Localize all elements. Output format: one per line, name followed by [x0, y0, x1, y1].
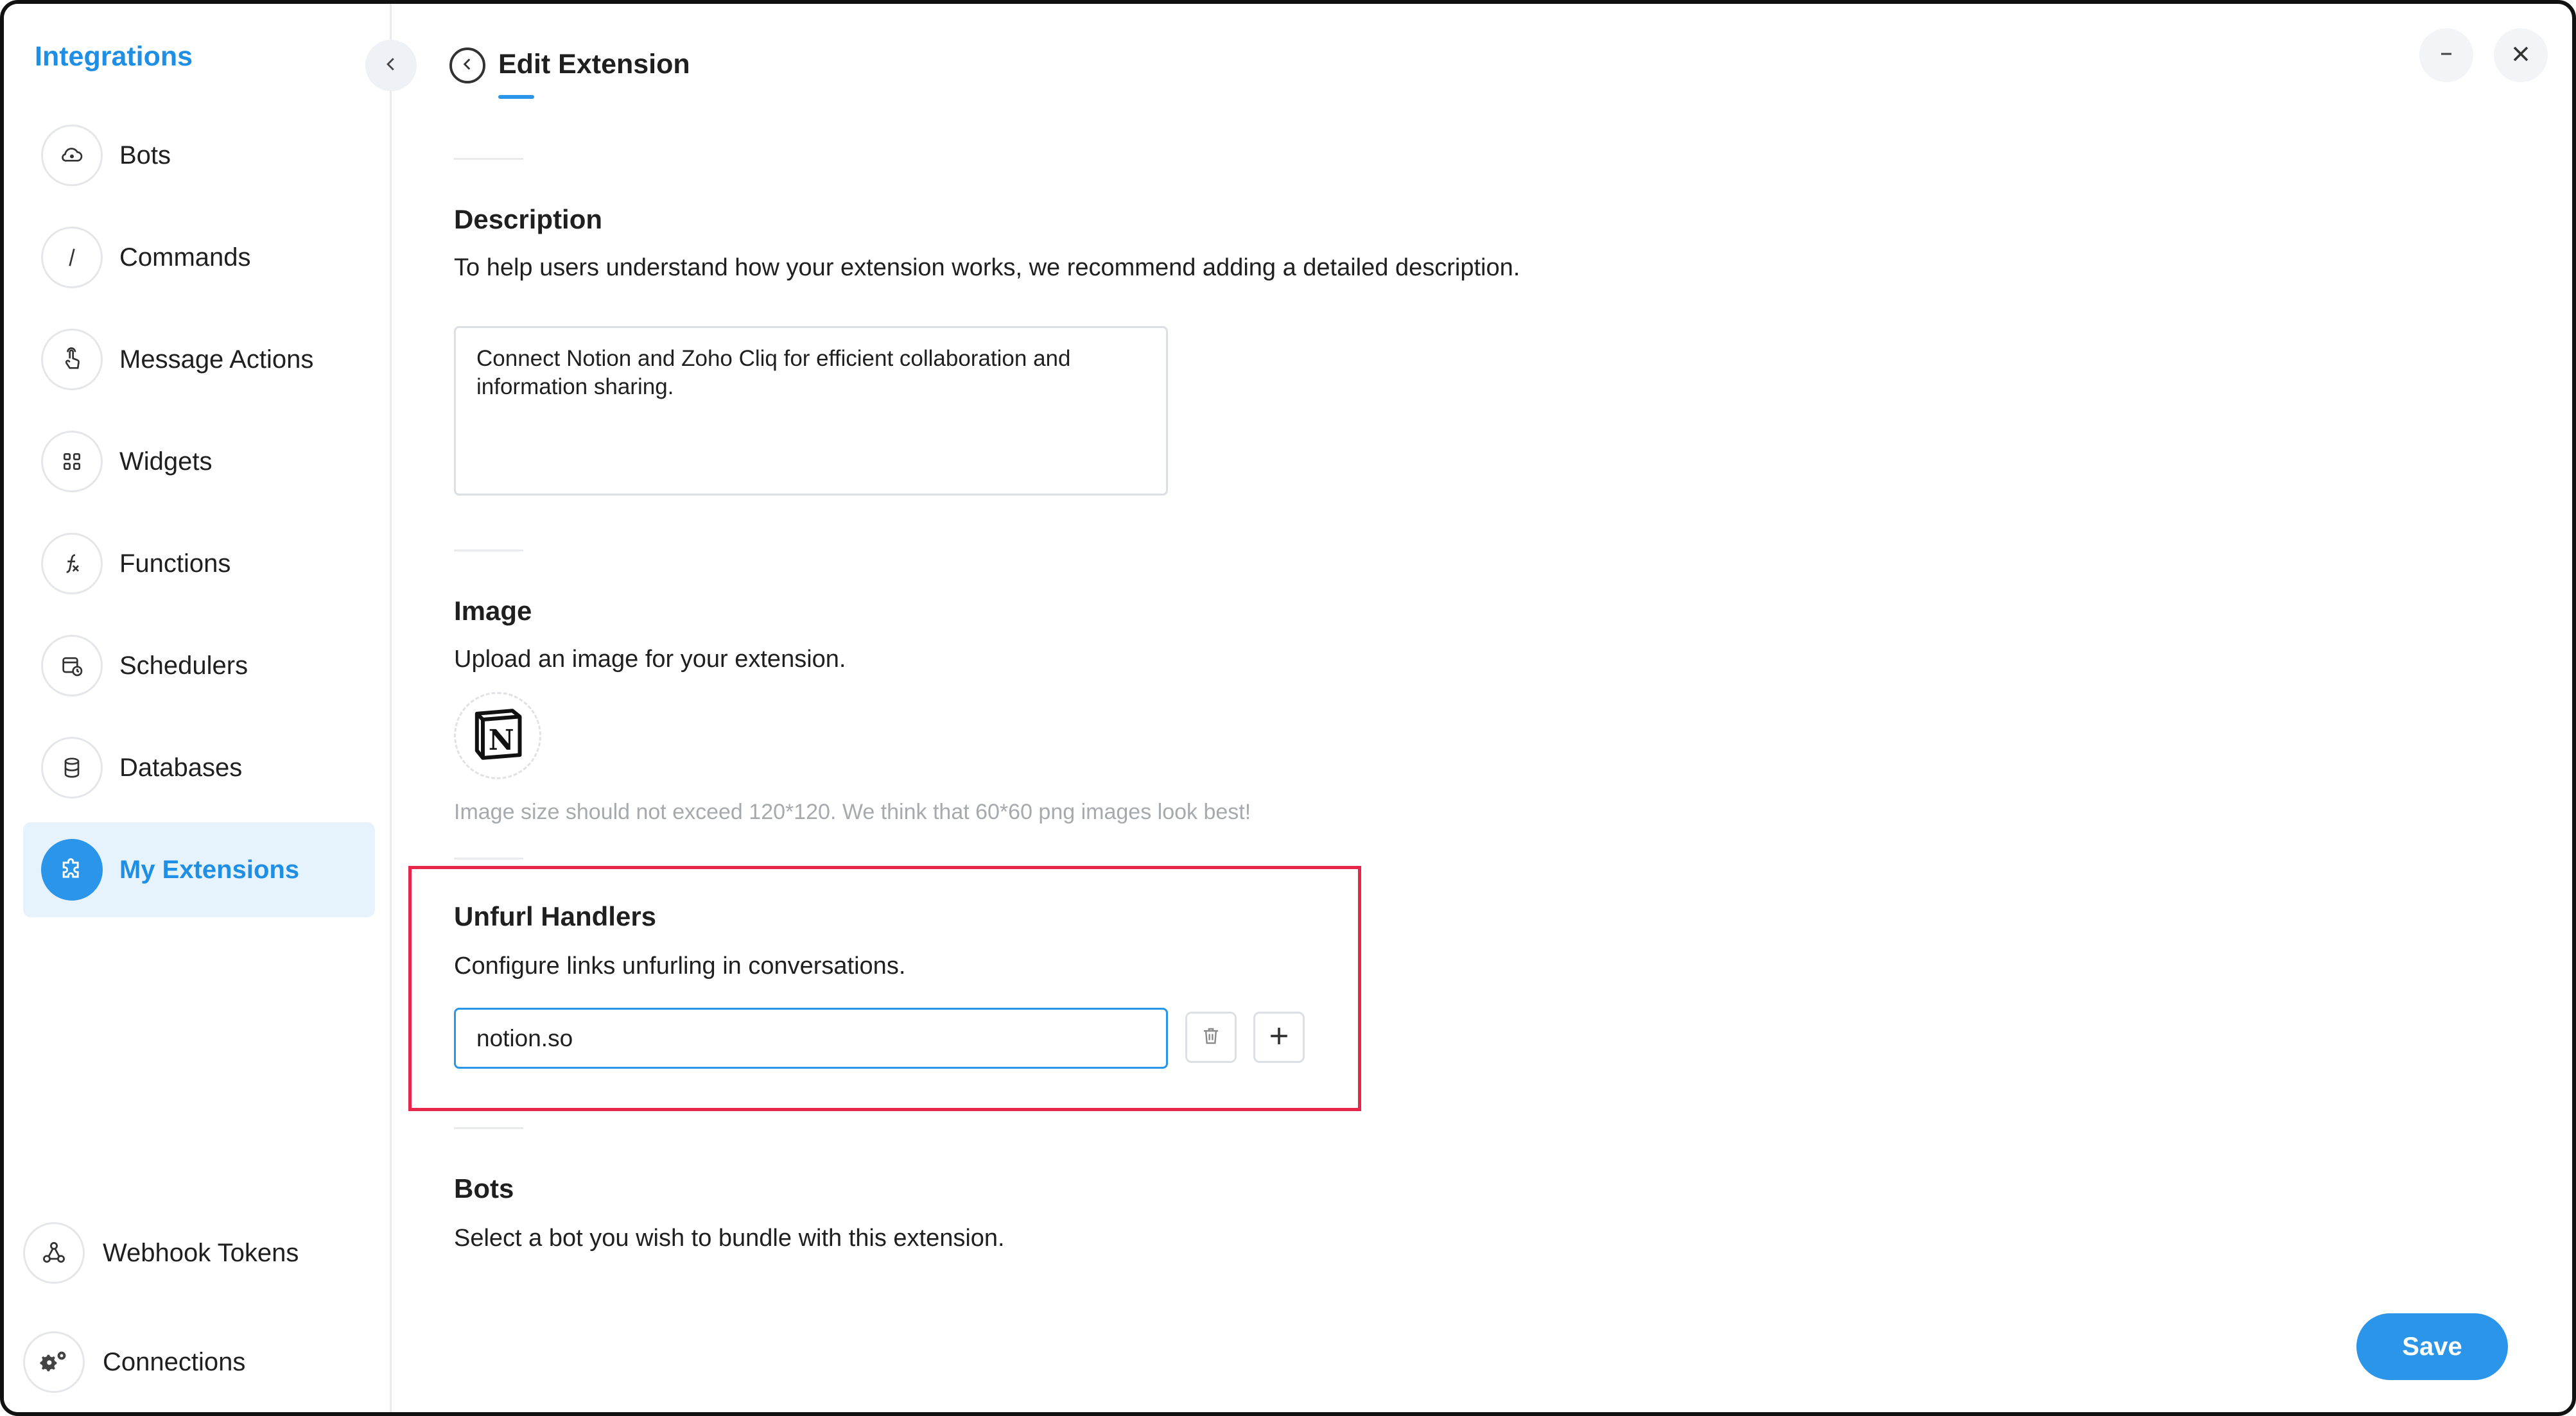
section-divider [454, 858, 523, 859]
highlight-box [408, 866, 1361, 1111]
page-title: Edit Extension [498, 49, 690, 80]
section-divider [454, 158, 523, 160]
sidebar-item-label: My Extensions [119, 855, 300, 884]
image-size-hint: Image size should not exceed 120*120. We think that 60*60 png images look best! [454, 800, 1251, 824]
gears-icon [23, 1331, 85, 1393]
minimize-button[interactable] [2419, 28, 2473, 82]
sidebar-item-label: Commands [119, 243, 251, 272]
hand-pointer-icon [41, 329, 103, 390]
sidebar-item-label: Widgets [119, 447, 213, 476]
grid-icon [41, 431, 103, 492]
main-panel [392, 4, 2572, 1412]
image-help: Upload an image for your extension. [454, 646, 846, 673]
collapse-sidebar-button[interactable] [365, 40, 417, 91]
unfurl-title: Unfurl Handlers [454, 901, 657, 931]
sidebar-item-schedulers[interactable] [23, 618, 375, 713]
description-help: To help users understand how your extension works, we recommend adding a detailed description. [454, 254, 1520, 281]
minimize-icon [2436, 44, 2457, 67]
sidebar-item-label: Connections [103, 1347, 246, 1376]
sidebar-item-databases[interactable] [23, 720, 375, 815]
sidebar-item-label: Webhook Tokens [103, 1238, 299, 1267]
close-button[interactable] [2494, 28, 2548, 82]
description-textarea[interactable] [454, 326, 1168, 496]
function-icon [41, 533, 103, 594]
extension-image-upload[interactable] [454, 692, 541, 779]
slash-icon [41, 227, 103, 288]
sidebar-item-connections[interactable] [23, 1330, 383, 1394]
sidebar-item-label: Databases [119, 753, 243, 782]
sidebar-item-my-extensions[interactable] [23, 822, 375, 917]
bot-cloud-icon [41, 125, 103, 186]
sidebar-title: Integrations [35, 41, 193, 72]
unfurl-help: Configure links unfurling in conversations. [454, 953, 906, 980]
sidebar-item-functions[interactable] [23, 516, 375, 611]
sidebar [4, 4, 392, 1412]
sidebar-item-webhook-tokens[interactable] [23, 1221, 383, 1285]
puzzle-icon [41, 839, 103, 901]
notion-logo-letter: N [488, 723, 514, 757]
notion-logo-icon [468, 705, 527, 767]
section-divider [454, 1127, 523, 1129]
sidebar-item-bots[interactable] [23, 108, 375, 203]
webhook-icon [23, 1222, 85, 1284]
chevron-left-icon [381, 55, 401, 77]
bots-title: Bots [454, 1173, 514, 1204]
sidebar-item-commands[interactable] [23, 210, 375, 305]
sidebar-item-message-actions[interactable] [23, 312, 375, 407]
chevron-left-icon [459, 56, 476, 76]
description-title: Description [454, 204, 603, 234]
calendar-clock-icon [41, 635, 103, 696]
sidebar-item-label: Message Actions [119, 345, 314, 374]
section-divider [454, 549, 523, 551]
sidebar-item-widgets[interactable] [23, 414, 375, 509]
database-icon [41, 737, 103, 799]
sidebar-item-label: Functions [119, 549, 231, 578]
title-underline [498, 95, 534, 99]
image-title: Image [454, 596, 532, 626]
close-icon [2508, 41, 2534, 70]
back-button[interactable] [449, 47, 485, 83]
bots-help: Select a bot you wish to bundle with this extension. [454, 1225, 1005, 1252]
sidebar-item-label: Schedulers [119, 651, 248, 680]
save-button[interactable]: Save [2356, 1313, 2508, 1380]
sidebar-nav [23, 108, 375, 924]
sidebar-item-label: Bots [119, 141, 171, 169]
